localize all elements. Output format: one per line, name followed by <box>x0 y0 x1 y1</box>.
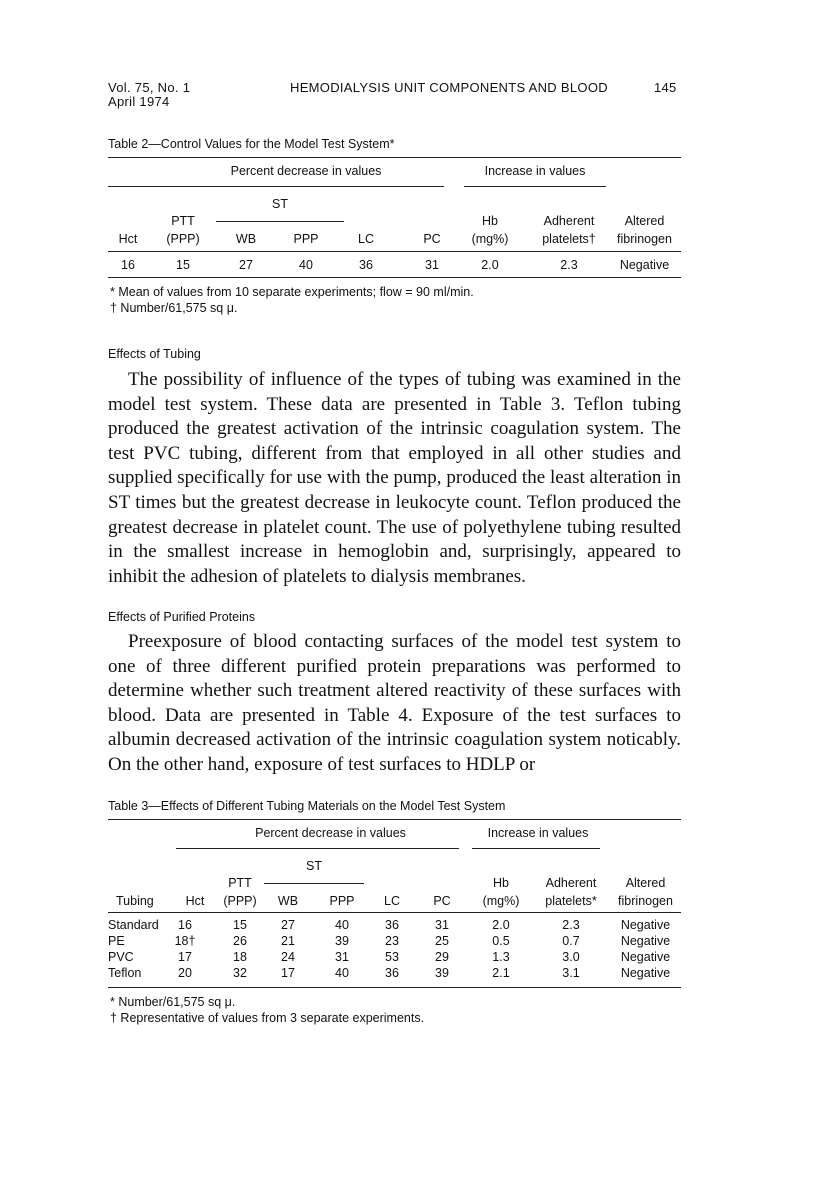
cell: 31 <box>425 258 439 272</box>
col-tubing: Tubing <box>116 894 154 908</box>
cell-tubing: Standard <box>108 918 159 932</box>
cell: 18† <box>174 934 196 948</box>
col-adherent-bottom: platelets* <box>545 894 597 908</box>
col-adherent-top: Adherent <box>545 876 597 890</box>
table-rule <box>108 819 681 820</box>
table3-footnote: † Representative of values from 3 separate experiments. <box>110 1011 425 1025</box>
st-rule <box>216 221 344 222</box>
cell: 2.3 <box>560 258 578 272</box>
cell: 17 <box>281 966 295 980</box>
col-wb: WB <box>235 232 257 246</box>
table3-caption: Table 3—Effects of Different Tubing Materials on the Model Test System <box>108 799 506 813</box>
table3 <box>108 817 681 1027</box>
cell: 27 <box>239 258 253 272</box>
group-rule <box>108 186 444 187</box>
col-ptt-bottom: (PPP) <box>223 894 257 908</box>
section-body <box>108 630 681 778</box>
page-number: 145 <box>654 80 677 95</box>
cell: 25 <box>435 934 449 948</box>
col-adherent-top: Adherent <box>543 214 595 228</box>
col-ptt-top: PTT <box>171 214 195 228</box>
cell: 16 <box>178 918 192 932</box>
cell: Negative <box>619 258 670 272</box>
st-rule <box>264 883 364 884</box>
cell: 40 <box>335 918 349 932</box>
cell-tubing: PVC <box>108 950 134 964</box>
journal-date: April 1974 <box>108 94 170 109</box>
col-ppp: PPP <box>293 232 319 246</box>
table3-footnote: * Number/61,575 sq μ. <box>110 995 236 1009</box>
cell: 16 <box>121 258 135 272</box>
col-hb-top: Hb <box>493 876 509 890</box>
cell: 17 <box>178 950 192 964</box>
paragraph: The possibility of influence of the types of tubing was examined in the model test system. These data are presented in Table 3. Teflon tubing produced the greatest activation of the intrinsic coagulation system. The test PVC tubing, different from that employed in all other studies and supplied specifically for use with the pump, produced the least alteration in ST times but the greatest decrease in leukocyte count. Teflon produced the greatest decrease in platelet count. The use of polyethylene tubing resulted in the smallest increase in hemoglobin and, surprisingly, appeared to inhibit the adhesion of platelets to dialysis membranes. <box>108 369 681 587</box>
cell: 2.1 <box>492 966 510 980</box>
cell: 24 <box>281 950 295 964</box>
cell: 31 <box>435 918 449 932</box>
table2 <box>108 155 681 315</box>
cell: 18 <box>233 950 247 964</box>
section-heading: Effects of Tubing <box>108 347 201 361</box>
table-rule <box>108 277 681 278</box>
col-altered-bottom: fibrinogen <box>618 894 673 908</box>
group-rule <box>464 186 606 187</box>
col-ptt-bottom: (PPP) <box>166 232 200 246</box>
cell: 0.5 <box>492 934 510 948</box>
table-rule <box>108 157 681 158</box>
col-hct: Hct <box>185 894 205 908</box>
cell: 15 <box>233 918 247 932</box>
col-adherent-bottom: platelets† <box>542 232 596 246</box>
group-header-increase: Increase in values <box>484 164 586 178</box>
cell: 40 <box>335 966 349 980</box>
cell: Negative <box>620 966 671 980</box>
table-rule <box>108 912 681 913</box>
col-ppp: PPP <box>329 894 355 908</box>
col-hb-top: Hb <box>482 214 498 228</box>
table2-footnote: † Number/61,575 sq μ. <box>110 301 238 315</box>
cell: 0.7 <box>562 934 580 948</box>
table-rule <box>108 251 681 252</box>
col-altered-top: Altered <box>625 876 666 890</box>
col-pc: PC <box>433 894 451 908</box>
cell: 36 <box>359 258 373 272</box>
cell: 2.0 <box>481 258 499 272</box>
cell: 1.3 <box>492 950 510 964</box>
journal-volume: Vol. 75, No. 1 <box>108 80 191 95</box>
cell: 36 <box>385 966 399 980</box>
group-rule <box>472 848 600 849</box>
cell: 23 <box>385 934 399 948</box>
cell: 27 <box>281 918 295 932</box>
cell: 15 <box>176 258 190 272</box>
group-header-decrease: Percent decrease in values <box>255 826 406 840</box>
paragraph: Preexposure of blood contacting surfaces of the model test system to one of three different purified protein preparations was performed to determine whether such treatment altered reactivity of these surfaces with blood. Data are presented in Table 4. Exposure of the test surfaces to albumin decreased activation of the intrinsic coagulation system noticably. On the other hand, exposure of test surfaces to HDLP or <box>108 631 681 775</box>
st-header: ST <box>306 859 322 873</box>
cell: 39 <box>335 934 349 948</box>
cell: 3.0 <box>562 950 580 964</box>
col-altered-top: Altered <box>624 214 665 228</box>
col-hct: Hct <box>118 232 138 246</box>
cell: 2.0 <box>492 918 510 932</box>
cell: Negative <box>620 934 671 948</box>
cell: 29 <box>435 950 449 964</box>
col-hb-bottom: (mg%) <box>471 232 509 246</box>
cell: 36 <box>385 918 399 932</box>
cell: 53 <box>385 950 399 964</box>
table-rule <box>108 987 681 988</box>
cell: 3.1 <box>562 966 580 980</box>
cell: 20 <box>178 966 192 980</box>
running-title: HEMODIALYSIS UNIT COMPONENTS AND BLOOD <box>290 80 608 95</box>
cell: Negative <box>620 950 671 964</box>
group-rule <box>176 848 459 849</box>
st-header: ST <box>272 197 288 211</box>
group-header-decrease: Percent decrease in values <box>230 164 382 178</box>
cell-tubing: PE <box>108 934 125 948</box>
col-altered-bottom: fibrinogen <box>617 232 672 246</box>
section-heading: Effects of Purified Proteins <box>108 610 256 624</box>
cell: 26 <box>233 934 247 948</box>
group-header-increase: Increase in values <box>487 826 589 840</box>
table2-caption: Table 2—Control Values for the Model Test System* <box>108 137 395 151</box>
table2-footnote: * Mean of values from 10 separate experiments; flow = 90 ml/min. <box>110 285 474 299</box>
cell: 2.3 <box>562 918 580 932</box>
col-lc: LC <box>358 232 374 246</box>
col-ptt-top: PTT <box>228 876 252 890</box>
cell: 21 <box>281 934 295 948</box>
section-body <box>108 368 681 589</box>
col-pc: PC <box>423 232 441 246</box>
cell-tubing: Teflon <box>108 966 142 980</box>
cell: 32 <box>233 966 247 980</box>
col-lc: LC <box>384 894 400 908</box>
cell: Negative <box>620 918 671 932</box>
cell: 39 <box>435 966 449 980</box>
col-wb: WB <box>277 894 299 908</box>
cell: 31 <box>335 950 349 964</box>
col-hb-bottom: (mg%) <box>482 894 520 908</box>
cell: 40 <box>299 258 313 272</box>
